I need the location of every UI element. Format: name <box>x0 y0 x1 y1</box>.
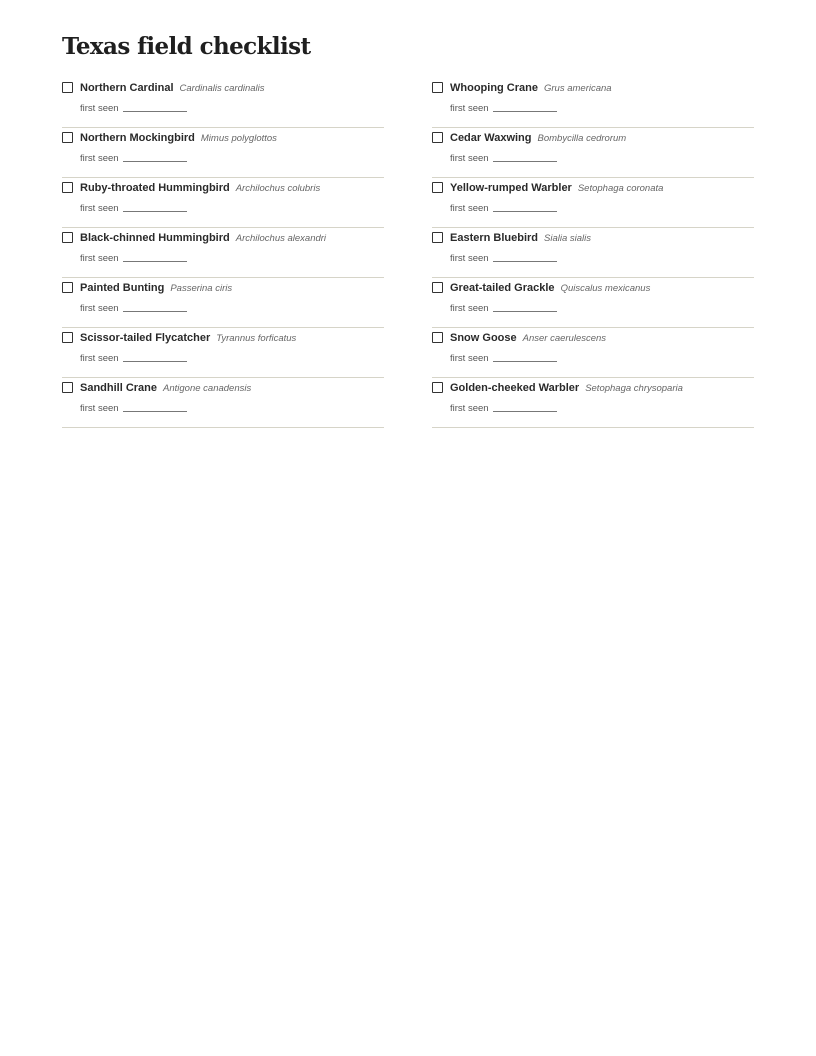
latin-name: Setophaga chrysoparia <box>585 383 683 394</box>
checkbox[interactable] <box>432 382 443 393</box>
common-name: Whooping Crane <box>450 82 538 94</box>
left-column <box>62 78 384 428</box>
checklist-item <box>62 78 384 128</box>
first-seen-label: first seen <box>450 353 489 364</box>
latin-name: Quiscalus mexicanus <box>560 283 651 294</box>
latin-name: Cardinalis cardinalis <box>179 83 265 94</box>
first-seen-label: first seen <box>80 353 119 364</box>
common-name: Cedar Waxwing <box>450 132 532 144</box>
first-seen-label: first seen <box>80 403 119 414</box>
checklist-item <box>62 178 384 228</box>
first-seen-label: first seen <box>450 303 489 314</box>
checklist-item <box>62 328 384 378</box>
first-seen-blank <box>123 101 187 112</box>
latin-name: Bombycilla cedrorum <box>537 133 627 144</box>
first-seen-blank <box>493 301 557 312</box>
common-name: Northern Cardinal <box>80 82 174 94</box>
latin-name: Archilochus colubris <box>235 183 321 194</box>
first-seen-label: first seen <box>80 103 119 114</box>
checkbox[interactable] <box>432 332 443 343</box>
first-seen-label: first seen <box>80 253 119 264</box>
first-seen-label: first seen <box>450 203 489 214</box>
first-seen-blank <box>123 351 187 362</box>
first-seen-label: first seen <box>450 253 489 264</box>
common-name: Golden-cheeked Warbler <box>450 382 580 394</box>
checklist-item <box>432 228 754 278</box>
latin-name: Setophaga coronata <box>577 183 664 194</box>
first-seen-blank <box>123 201 187 212</box>
first-seen-blank <box>493 251 557 262</box>
checkbox[interactable] <box>432 282 443 293</box>
checklist-item <box>62 278 384 328</box>
latin-name: Sialia sialis <box>544 233 592 244</box>
checklist-item <box>62 228 384 278</box>
checkbox[interactable] <box>62 382 73 393</box>
checklist-item <box>62 128 384 178</box>
checkbox[interactable] <box>62 332 73 343</box>
checklist-item <box>432 178 754 228</box>
checkbox[interactable] <box>62 232 73 243</box>
first-seen-blank <box>493 151 557 162</box>
first-seen-blank <box>493 101 557 112</box>
checkbox[interactable] <box>62 132 73 143</box>
checklist-columns <box>62 78 754 428</box>
first-seen-blank <box>123 151 187 162</box>
latin-name: Grus americana <box>544 83 612 94</box>
latin-name: Anser caerulescens <box>522 333 607 344</box>
common-name: Ruby-throated Hummingbird <box>80 182 230 194</box>
common-name: Scissor-tailed Flycatcher <box>80 332 211 344</box>
latin-name: Mimus polyglottos <box>200 133 277 144</box>
checkbox[interactable] <box>62 182 73 193</box>
common-name: Black-chinned Hummingbird <box>80 232 230 244</box>
latin-name: Archilochus alexandri <box>235 233 327 244</box>
latin-name: Tyrannus forficatus <box>216 333 297 344</box>
first-seen-blank <box>493 201 557 212</box>
first-seen-blank <box>123 401 187 412</box>
checklist-item <box>432 328 754 378</box>
common-name: Painted Bunting <box>80 282 165 294</box>
common-name: Great-tailed Grackle <box>450 282 555 294</box>
first-seen-label: first seen <box>450 153 489 164</box>
common-name: Snow Goose <box>450 332 517 344</box>
first-seen-label: first seen <box>80 153 119 164</box>
checklist-item <box>62 378 384 428</box>
first-seen-blank <box>123 301 187 312</box>
checkbox[interactable] <box>62 82 73 93</box>
first-seen-blank <box>123 251 187 262</box>
checkbox[interactable] <box>432 182 443 193</box>
latin-name: Passerina ciris <box>170 283 233 294</box>
checklist-item <box>432 278 754 328</box>
first-seen-label: first seen <box>450 403 489 414</box>
first-seen-label: first seen <box>80 203 119 214</box>
checkbox[interactable] <box>62 282 73 293</box>
first-seen-label: first seen <box>450 103 489 114</box>
first-seen-blank <box>493 351 557 362</box>
first-seen-blank <box>493 401 557 412</box>
right-column <box>432 78 754 428</box>
latin-name: Antigone canadensis <box>163 383 252 394</box>
common-name: Yellow-rumped Warbler <box>450 182 572 194</box>
page-title: Texas field checklist <box>62 33 311 60</box>
common-name: Sandhill Crane <box>80 382 158 394</box>
checklist-page <box>62 30 754 428</box>
common-name: Eastern Bluebird <box>450 232 539 244</box>
checkbox[interactable] <box>432 232 443 243</box>
checkbox[interactable] <box>432 82 443 93</box>
checkbox[interactable] <box>432 132 443 143</box>
checklist-item <box>432 128 754 178</box>
checklist-item <box>432 378 754 428</box>
common-name: Northern Mockingbird <box>80 132 195 144</box>
first-seen-label: first seen <box>80 303 119 314</box>
checklist-item <box>432 78 754 128</box>
